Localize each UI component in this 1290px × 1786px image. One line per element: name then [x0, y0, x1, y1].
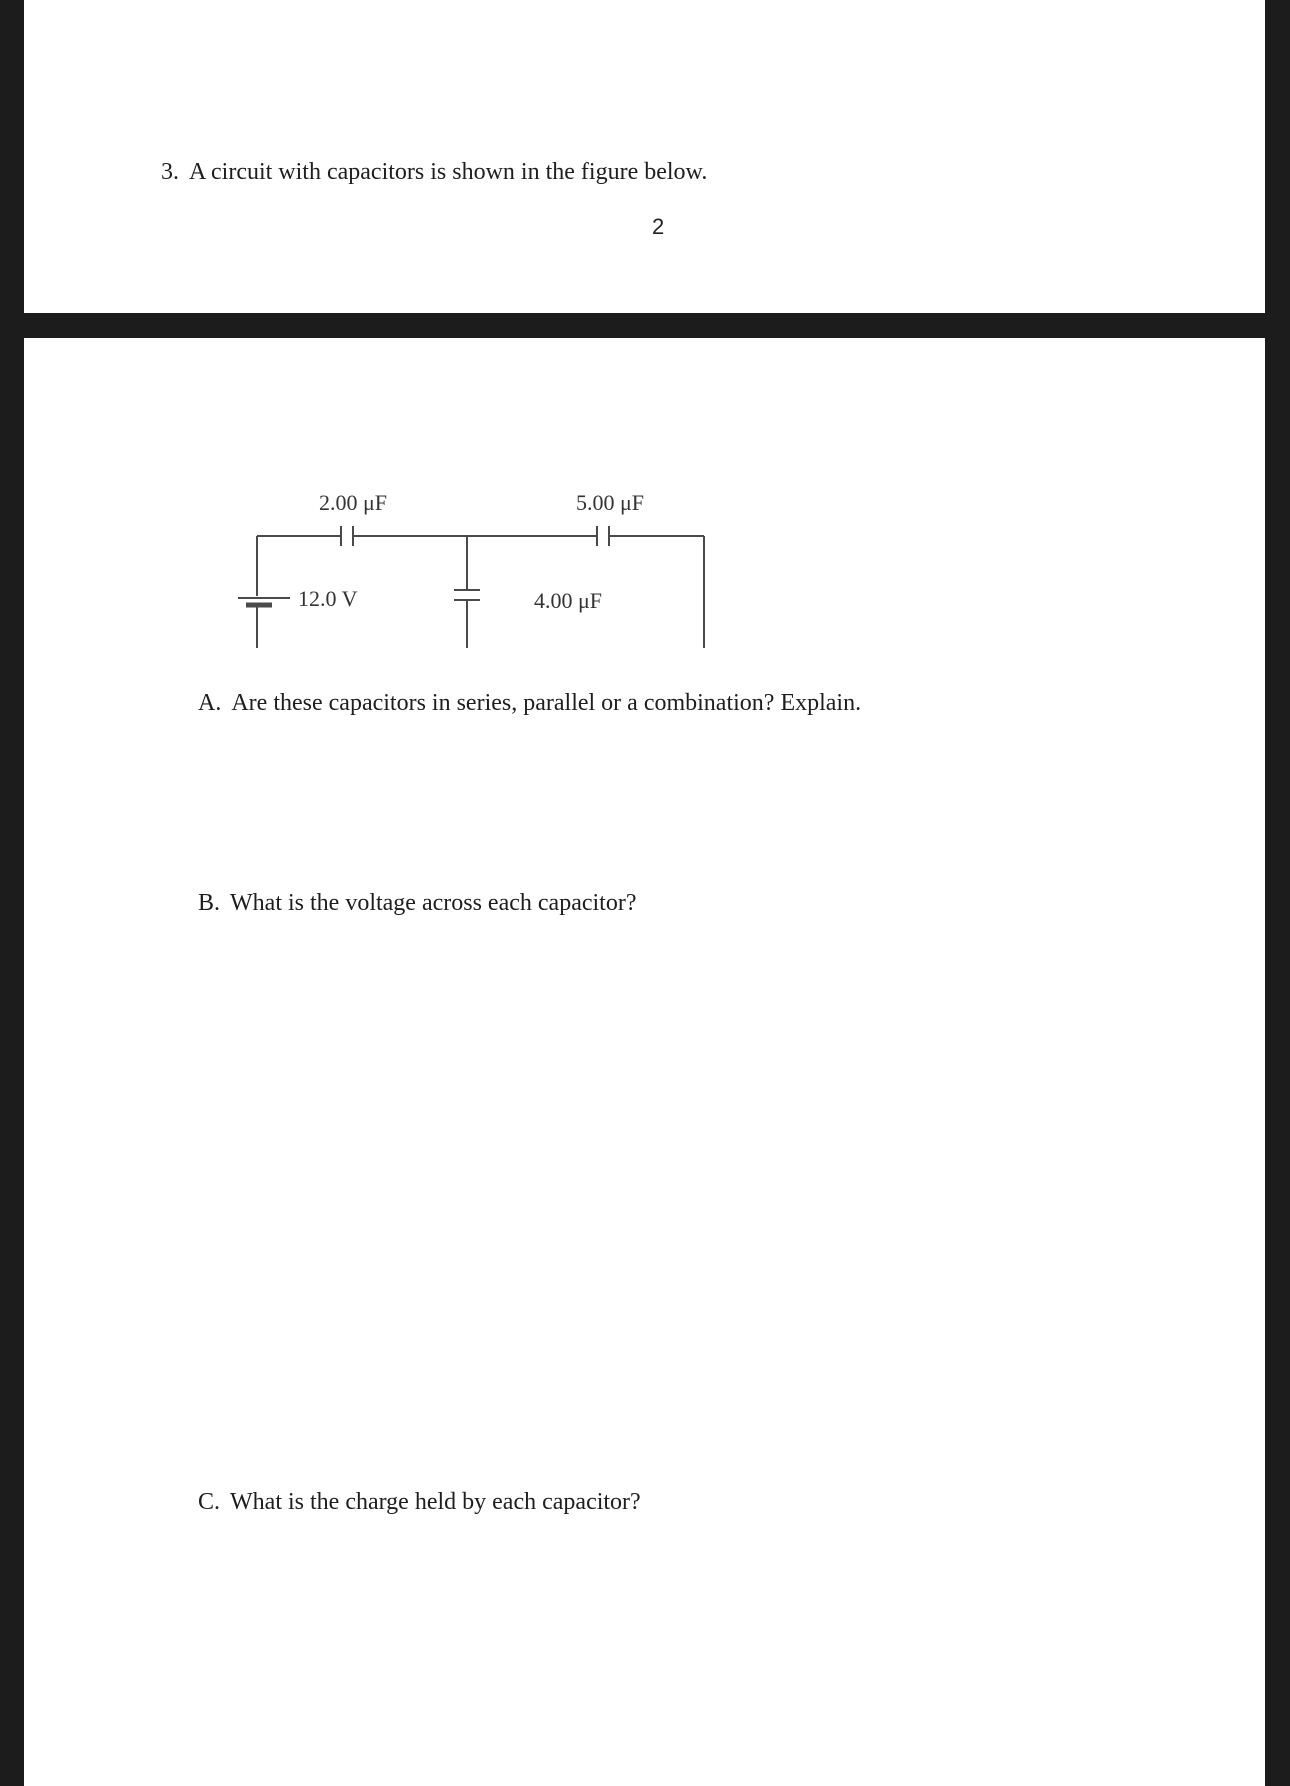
- part-b-letter: B.: [198, 890, 221, 916]
- part-b-text: What is the voltage across each capacitor?: [230, 890, 637, 916]
- capacitor-2-label: 5.00 μF: [576, 490, 645, 515]
- part-c-prompt: [198, 1488, 641, 1516]
- question-number: 3.: [161, 159, 179, 185]
- page-number: 2: [652, 214, 665, 239]
- part-a-prompt: [198, 689, 861, 717]
- part-c-text: What is the charge held by each capacitor?: [230, 1489, 641, 1515]
- part-b-prompt: [198, 889, 636, 917]
- question-text: A circuit with capacitors is shown in the figure below.: [189, 159, 708, 185]
- part-c-letter: C.: [198, 1489, 221, 1515]
- document-page-top: [24, 0, 1265, 313]
- capacitor-circuit-diagram: [214, 438, 734, 648]
- document-page-bottom: [24, 338, 1265, 1786]
- part-a-text: Are these capacitors in series, parallel or a combination? Explain.: [231, 690, 862, 716]
- part-a-letter: A.: [198, 690, 222, 716]
- battery-label: 12.0 V: [298, 586, 358, 611]
- capacitor-3-label: 4.00 μF: [534, 588, 603, 613]
- capacitor-1-label: 2.00 μF: [319, 490, 388, 515]
- question-prompt: [161, 158, 707, 186]
